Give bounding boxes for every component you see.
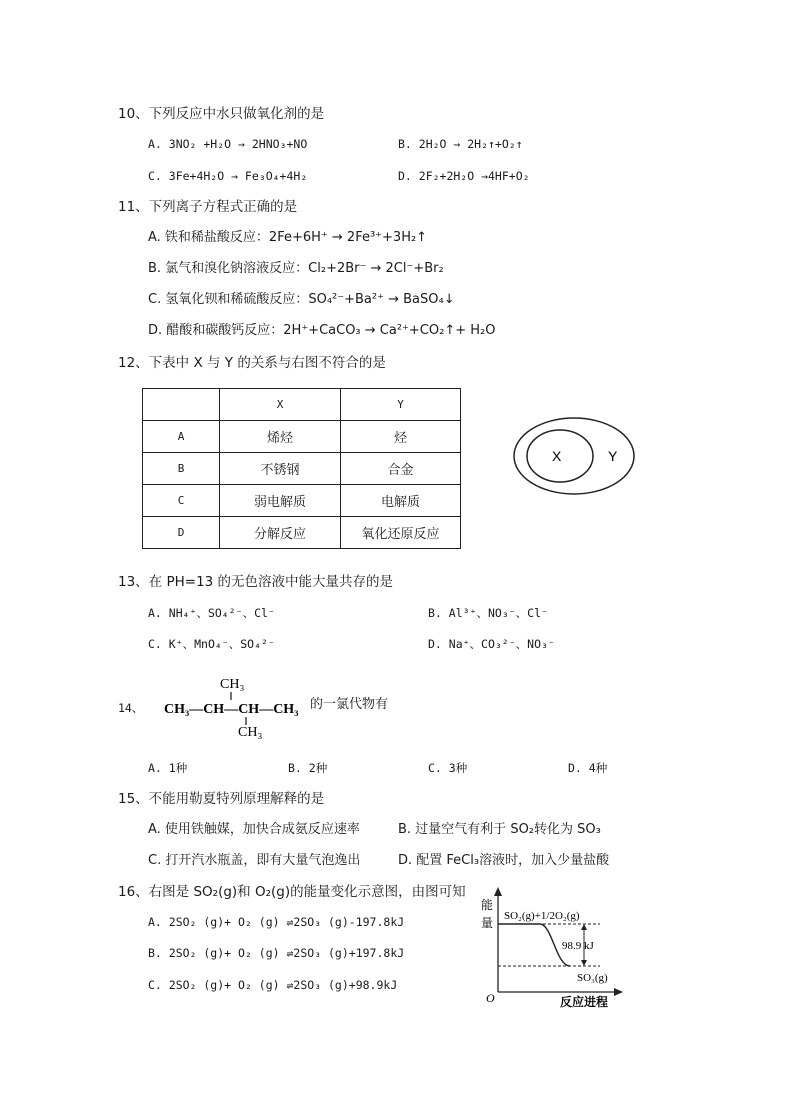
- table-row: [143, 517, 461, 549]
- table-header-cell: Y: [341, 389, 461, 421]
- y-axis-label-1: 能: [481, 898, 494, 912]
- q13-stem: 13、在 PH=13 的无色溶液中能大量共存的是: [118, 574, 394, 590]
- q15-stem: 15、不能用勒夏特列原理解释的是: [118, 791, 325, 807]
- formula-branch-top: CH₃: [220, 677, 245, 692]
- venn-label-x: X: [552, 448, 562, 464]
- table-cell: 弱电解质: [220, 485, 341, 517]
- q16-option-c: C. 2SO₂ (g)+ O₂ (g) ⇌2SO₃ (g)+98.9kJ: [148, 978, 398, 992]
- formula-main-chain: CH₃—CH—CH—CH₃: [164, 702, 299, 717]
- q13-option-d: D. Na⁺、CO₃²⁻、NO₃⁻: [428, 637, 555, 651]
- q10-option-a: A. 3NO₂ +H₂O → 2HNO₃+NO: [148, 137, 308, 151]
- table-cell: 烃: [341, 421, 461, 453]
- q10-option-d: D. 2F₂+2H₂O →4HF+O₂: [398, 169, 530, 183]
- x-axis-arrow: [614, 988, 623, 996]
- q14-structural-formula: [160, 672, 310, 742]
- venn-label-y: Y: [608, 448, 618, 464]
- q10-option-b: B. 2H₂O → 2H₂↑+O₂↑: [398, 137, 523, 151]
- q16-energy-diagram: [478, 884, 628, 1010]
- q11-option-d: D. 醋酸和碳酸钙反应：2H⁺+CaCO₃ → Ca²⁺+CO₂↑+ H₂O: [148, 323, 496, 338]
- table-cell: 合金: [341, 453, 461, 485]
- q14-option-b: B. 2种: [288, 761, 328, 775]
- q11-option-c: C. 氢氧化钡和稀硫酸反应：SO₄²⁻+Ba²⁺ → BaSO₄↓: [148, 292, 455, 307]
- q10-option-c: C. 3Fe+4H₂O → Fe₃O₄+4H₂: [148, 169, 308, 183]
- table-cell: B: [143, 453, 220, 485]
- product-level-label: SO₃(g): [577, 972, 608, 984]
- q16-option-a: A. 2SO₂ (g)+ O₂ (g) ⇌2SO₃ (g)-197.8kJ: [148, 915, 405, 929]
- table-row: [143, 485, 461, 517]
- delta-arrowhead-up: [581, 924, 587, 930]
- q12-stem: 12、下表中 X 与 Y 的关系与右图不符合的是: [118, 355, 386, 371]
- energy-curve: [498, 924, 570, 966]
- table-cell: 分解反应: [220, 517, 341, 549]
- q11-option-b: B. 氯气和溴化钠溶液反应：Cl₂+2Br⁻ → 2Cl⁻+Br₂: [148, 261, 444, 276]
- q15-option-d: D. 配置 FeCl₃溶液时，加入少量盐酸: [398, 853, 610, 868]
- table-cell: 不锈钢: [220, 453, 341, 485]
- table-cell: 电解质: [341, 485, 461, 517]
- origin-label: O: [486, 991, 495, 1005]
- table-cell: 氧化还原反应: [341, 517, 461, 549]
- table-cell: A: [143, 421, 220, 453]
- q12-venn-diagram: [512, 416, 642, 496]
- table-header-cell: [143, 389, 220, 421]
- table-cell: 烯烃: [220, 421, 341, 453]
- table-header-row: [143, 389, 461, 421]
- q14-stem-tail: 的一氯代物有: [310, 697, 389, 712]
- q14-number: 14、: [118, 701, 144, 715]
- q13-option-a: A. NH₄⁺、SO₄²⁻、Cl⁻: [148, 606, 275, 620]
- q15-option-c: C. 打开汽水瓶盖，即有大量气泡逸出: [148, 853, 361, 868]
- table-cell: D: [143, 517, 220, 549]
- table-row: [143, 453, 461, 485]
- y-axis-label-2: 量: [481, 916, 494, 930]
- delta-energy-label: 98.9 kJ: [562, 940, 594, 952]
- reactant-level-label: SO₂(g)+1/2O₂(g): [504, 910, 580, 922]
- table-cell: C: [143, 485, 220, 517]
- q13-option-b: B. Al³⁺、NO₃⁻、Cl⁻: [428, 606, 548, 620]
- table-row: [143, 421, 461, 453]
- table-header-cell: X: [220, 389, 341, 421]
- delta-arrowhead-down: [581, 960, 587, 966]
- q10-stem: 10、下列反应中水只做氧化剂的是: [118, 106, 325, 122]
- q11-stem: 11、下列离子方程式正确的是: [118, 199, 298, 215]
- q14-option-c: C. 3种: [428, 761, 468, 775]
- q14-option-d: D. 4种: [568, 761, 608, 775]
- q14-option-a: A. 1种: [148, 761, 188, 775]
- q15-option-b: B. 过量空气有利于 SO₂转化为 SO₃: [398, 822, 601, 837]
- y-axis-arrow: [494, 887, 502, 896]
- formula-branch-bottom: CH₃: [238, 725, 263, 740]
- q11-option-a: A. 铁和稀盐酸反应：2Fe+6H⁺ → 2Fe³⁺+3H₂↑: [148, 230, 428, 245]
- q12-table: [142, 388, 461, 549]
- q16-stem: 16、右图是 SO₂(g)和 O₂(g)的能量变化示意图，由图可知: [118, 884, 466, 900]
- q15-option-a: A. 使用铁触媒，加快合成氨反应速率: [148, 822, 360, 837]
- q13-option-c: C. K⁺、MnO₄⁻、SO₄²⁻: [148, 637, 275, 651]
- x-axis-label: 反应进程: [560, 995, 609, 1009]
- q16-option-b: B. 2SO₂ (g)+ O₂ (g) ⇌2SO₃ (g)+197.8kJ: [148, 946, 405, 960]
